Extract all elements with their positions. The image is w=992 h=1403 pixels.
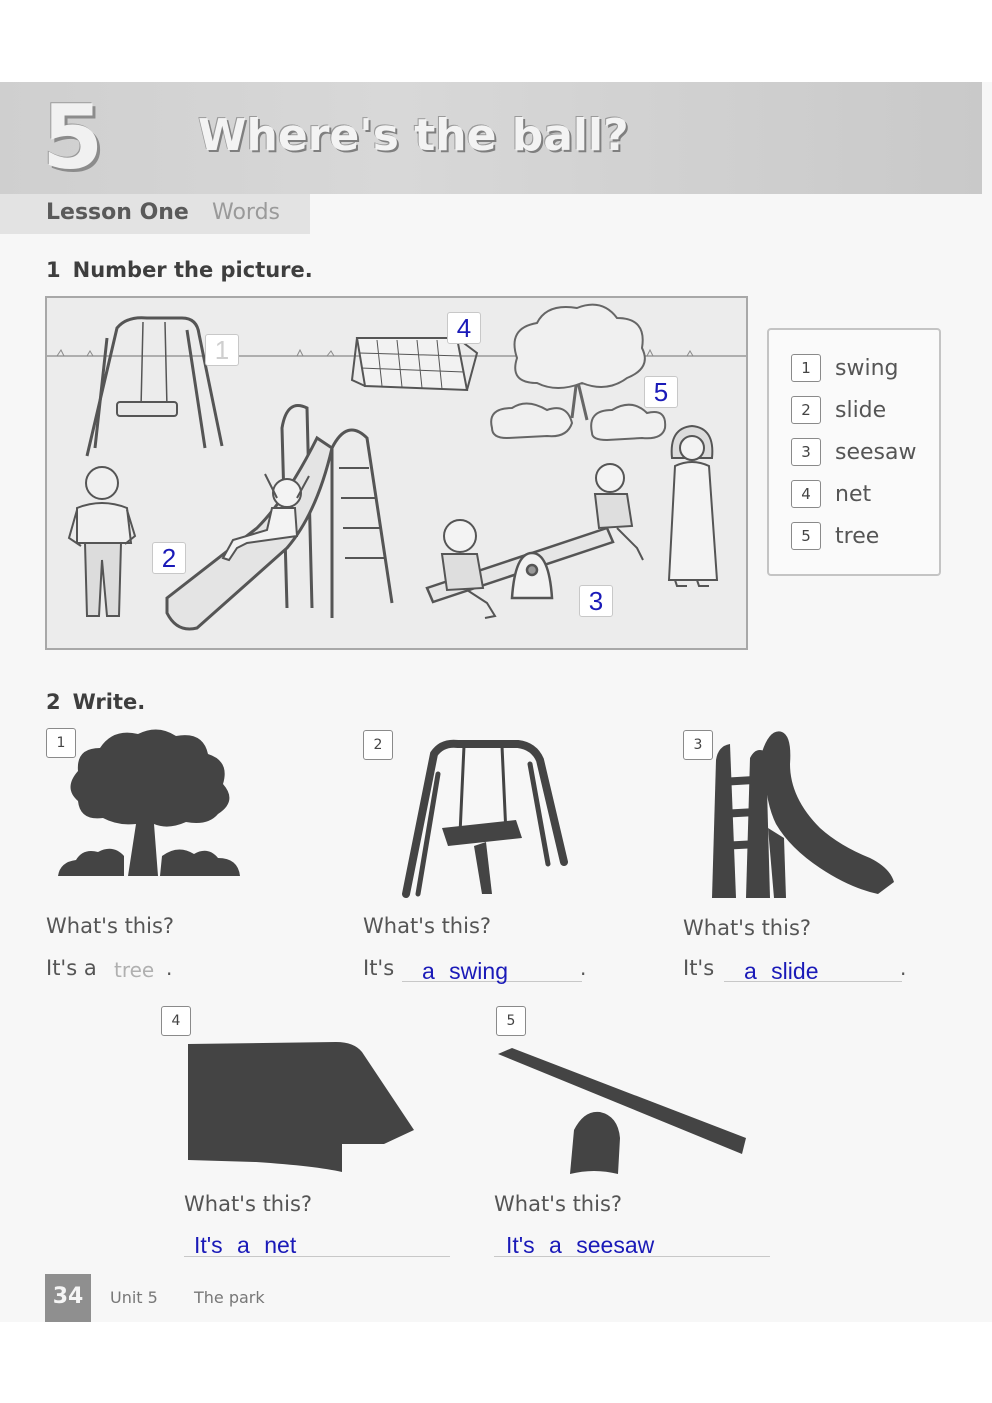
- swing-silhouette-icon: [398, 734, 570, 898]
- question-text: What's this?: [683, 916, 812, 940]
- word-number: 3: [791, 438, 821, 466]
- seesaw-silhouette-icon: [494, 1046, 748, 1176]
- footer-topic: The park: [194, 1288, 265, 1307]
- answer-text: a swing: [422, 958, 508, 984]
- word-list-box: [767, 328, 941, 576]
- swing-drawing: [87, 318, 222, 456]
- picture-label-net: 4: [447, 312, 481, 344]
- exercise-1-instruction: Number the picture.: [72, 258, 313, 282]
- answer-lead: It's: [363, 956, 395, 980]
- park-scene-illustration: [47, 298, 748, 650]
- answer-example: tree: [114, 958, 155, 982]
- answer-lead: It's: [683, 956, 715, 980]
- net-silhouette-icon: [186, 1040, 416, 1176]
- word-number: 2: [791, 396, 821, 424]
- answer-text: a slide: [744, 958, 819, 984]
- net-drawing: [352, 338, 477, 390]
- word-number: 4: [791, 480, 821, 508]
- answer-lead: It's a: [46, 956, 97, 980]
- lesson-type: Words: [212, 200, 281, 225]
- item-number: 4: [161, 1006, 191, 1036]
- item-number: 3: [683, 730, 713, 760]
- word-text: seesaw: [835, 440, 917, 465]
- exercise-1-number: 1: [46, 258, 61, 282]
- word-number: 5: [791, 522, 821, 550]
- answer-period: .: [580, 956, 587, 980]
- slide-silhouette-icon: [710, 728, 900, 900]
- tree-silhouette-icon: [58, 726, 244, 878]
- word-text: swing: [835, 356, 899, 381]
- word-text: slide: [835, 398, 887, 423]
- answer-period: .: [166, 956, 173, 980]
- boy-drawing: [69, 467, 135, 616]
- word-text: tree: [835, 524, 880, 549]
- tree-drawing: [491, 305, 665, 440]
- picture-label-slide: 2: [152, 542, 186, 574]
- answer-text: It's a seesaw: [506, 1232, 655, 1258]
- unit-number: 5: [42, 86, 104, 189]
- question-text: What's this?: [363, 914, 492, 938]
- picture-label-tree: 5: [644, 376, 678, 408]
- exercise-2-title: [46, 690, 145, 714]
- question-text: What's this?: [184, 1192, 313, 1216]
- workbook-page: [0, 82, 992, 1322]
- page-number: 34: [45, 1274, 91, 1322]
- exercise-1-title: [46, 258, 313, 282]
- answer-text: It's a net: [194, 1232, 297, 1258]
- picture-label-swing: 1: [205, 334, 239, 366]
- footer-unit: Unit 5: [110, 1288, 158, 1307]
- item-number: 5: [496, 1006, 526, 1036]
- lesson-label: Lesson One: [46, 200, 189, 225]
- unit-title: Where's the ball?: [198, 110, 629, 161]
- word-number: 1: [791, 354, 821, 382]
- question-text: What's this?: [46, 914, 175, 938]
- exercise-2-number: 2: [46, 690, 61, 714]
- exercise-2-instruction: Write.: [72, 690, 146, 714]
- item-number: 2: [363, 730, 393, 760]
- picture-label-seesaw: 3: [579, 585, 613, 617]
- answer-period: .: [900, 956, 907, 980]
- question-text: What's this?: [494, 1192, 623, 1216]
- word-text: net: [835, 482, 872, 507]
- woman-drawing: [669, 426, 717, 586]
- item-number: 1: [46, 728, 76, 758]
- park-picture: [45, 296, 748, 650]
